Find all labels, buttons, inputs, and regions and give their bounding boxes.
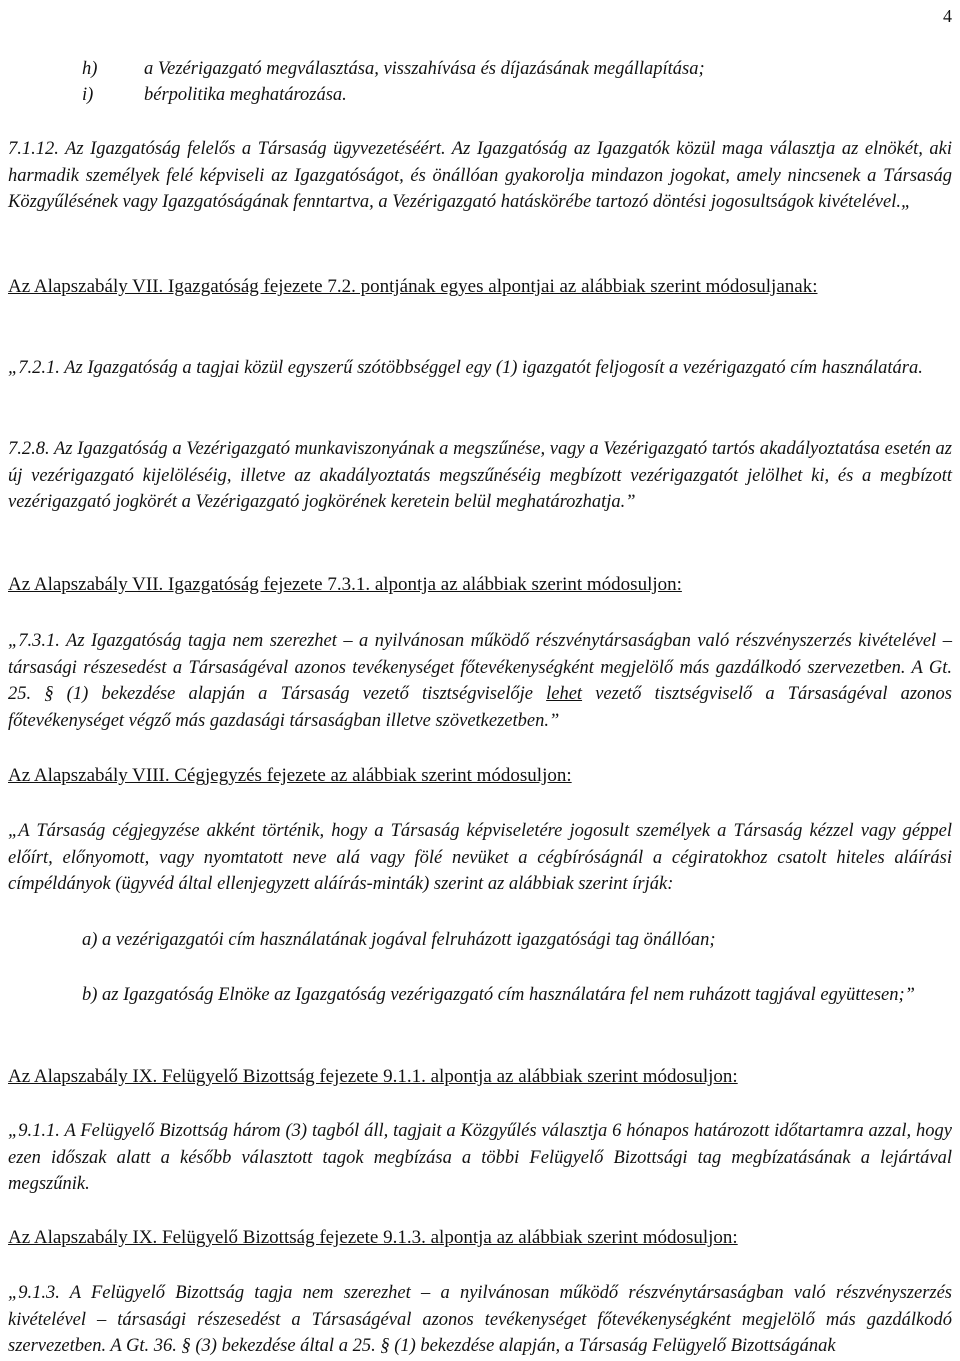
list-item-text: a Vezérigazgató megválasztása, visszahívása és díjazásának megállapítása; bbox=[144, 59, 705, 79]
heading-9-1-1 bbox=[8, 1064, 952, 1091]
paragraph-7-3-1-part: „7.3.1. Az Igazgatóság tagja nem szerezhet – a nyilvánosan működő részvénytársaságban való részvényszerzés kivételével – társasági részesedést a Társaságéval azonos tevékenységet főtevékenységként megjelölő más gazdálkodó szervezetben. A Gt. 25. § (1) bekezdése alapján a Társaság vezető tisztségviselője bbox=[8, 631, 952, 704]
heading-9-1-3-text: Az Alapszabály IX. Felügyelő Bizottság fejezete 9.1.3. alpontja az alábbiak szerint módosuljon: bbox=[8, 1227, 738, 1248]
heading-7-3-1-text: Az Alapszabály VII. Igazgatóság fejezete 7.3.1. alpontja az alábbiak szerint módosuljon: bbox=[8, 574, 682, 595]
list-item bbox=[82, 56, 705, 82]
paragraph-7-2-8: 7.2.8. Az Igazgatóság a Vezérigazgató munkaviszonyának a megszűnése, vagy a Vezérigazgató tartós akadályoztatása esetén az új vezérigazgató kijelöléséig, illetve az akadályoztatás megszűnéséig megbízott vezérigazgatót jelölhet ki, és a megbízott vezérigazgató jogkörét a Vezérigazgató jogkörének keretein belül meghatározhatja.” bbox=[8, 439, 952, 512]
sub-item-a: a) a vezérigazgatói cím használatának jogával felruházott igazgatósági tag önállóan; bbox=[82, 930, 716, 950]
heading-9-1-3 bbox=[8, 1225, 952, 1252]
paragraph-9-1-3: „9.1.3. A Felügyelő Bizottság tagja nem szerezhet – a nyilvánosan működő részvénytársaságban való részvényszerzés kivételével – társasági részesedést a Társaságéval azonos tevékenységet főtevékenységként megjelölő más gazdálkodó szervezetben. A Gt. 36. § (3) bekezdése által a 25. § (1) bekezdése alapján, a Társaság Felügyelő Bizottságának bbox=[8, 1283, 952, 1356]
page-number: 4 bbox=[943, 6, 952, 26]
heading-7-2 bbox=[8, 274, 952, 301]
heading-7-3-1 bbox=[8, 572, 952, 599]
list-item-label: h) bbox=[82, 59, 98, 79]
paragraph-9-1-1: „9.1.1. A Felügyelő Bizottság három (3) tagból áll, tagjait a Közgyűlés választja 6 hónapos határozott időtartamra azzal, hogy ezen időszak alatt a később választott tagok megbízása a többi Felügyelő Bizottsági tag megbízatásának a lejártával megszűnik. bbox=[8, 1121, 952, 1194]
paragraph-7-3-1-part: vezető tisztségviselő a Társaságéval azonos főtevékenységet végző más gazdasági társaságban illetve szövetkezetben.” bbox=[8, 684, 953, 731]
list-item-label: i) bbox=[82, 85, 94, 105]
paragraph-viii: „A Társaság cégjegyzése akként történik, hogy a Társaság képviseletére jogosult személyek a Társaság kézzel vagy géppel előírt, előnyomott, vagy nyomtatott neve alá vagy fölé nevüket a cégbíróságnál a cégiratokhoz csatolt hiteles aláírási címpéldányok (ügyvéd által ellenjegyzett aláírás-minták) szerint az alábbiak szerint írják: bbox=[8, 821, 952, 894]
heading-7-2-text: Az Alapszabály VII. Igazgatóság fejezete 7.2. pontjának egyes alpontjai az alábbiak szerint módosuljanak: bbox=[8, 276, 818, 297]
list-item bbox=[82, 82, 705, 108]
heading-viii bbox=[8, 763, 952, 790]
heading-viii-text: Az Alapszabály VIII. Cégjegyzés fejezete az alábbiak szerint módosuljon: bbox=[8, 765, 572, 786]
sub-item-b: b) az Igazgatóság Elnöke az Igazgatóság vezérigazgató cím használatára fel nem ruházott tagjával együttesen;” bbox=[82, 985, 915, 1005]
list-item-text: bérpolitika meghatározása. bbox=[144, 85, 347, 105]
list-h-i bbox=[82, 56, 705, 108]
paragraph-7-3-1 bbox=[8, 628, 952, 734]
heading-9-1-1-text: Az Alapszabály IX. Felügyelő Bizottság fejezete 9.1.1. alpontja az alábbiak szerint módosuljon: bbox=[8, 1066, 738, 1087]
paragraph-7-1-12: 7.1.12. Az Igazgatóság felelős a Társaság ügyvezetéséért. Az Igazgatóság az Igazgatók közül maga választja az elnökét, aki harmadik személyek felé képviseli az Igazgatóságot, és önállóan gyakorolja mindazon jogokat, amely nincsenek a Társaság Közgyűlésének vagy Igazgatóságának fenntartva, a Vezérigazgató hatáskörébe tartozó döntési jogosultságok kivételével.„ bbox=[8, 139, 952, 212]
paragraph-7-2-1: „7.2.1. Az Igazgatóság a tagjai közül egyszerű szótöbbséggel egy (1) igazgatót feljogosít a vezérigazgató cím használatára. bbox=[8, 358, 923, 378]
underlined-word: lehet bbox=[546, 684, 583, 704]
